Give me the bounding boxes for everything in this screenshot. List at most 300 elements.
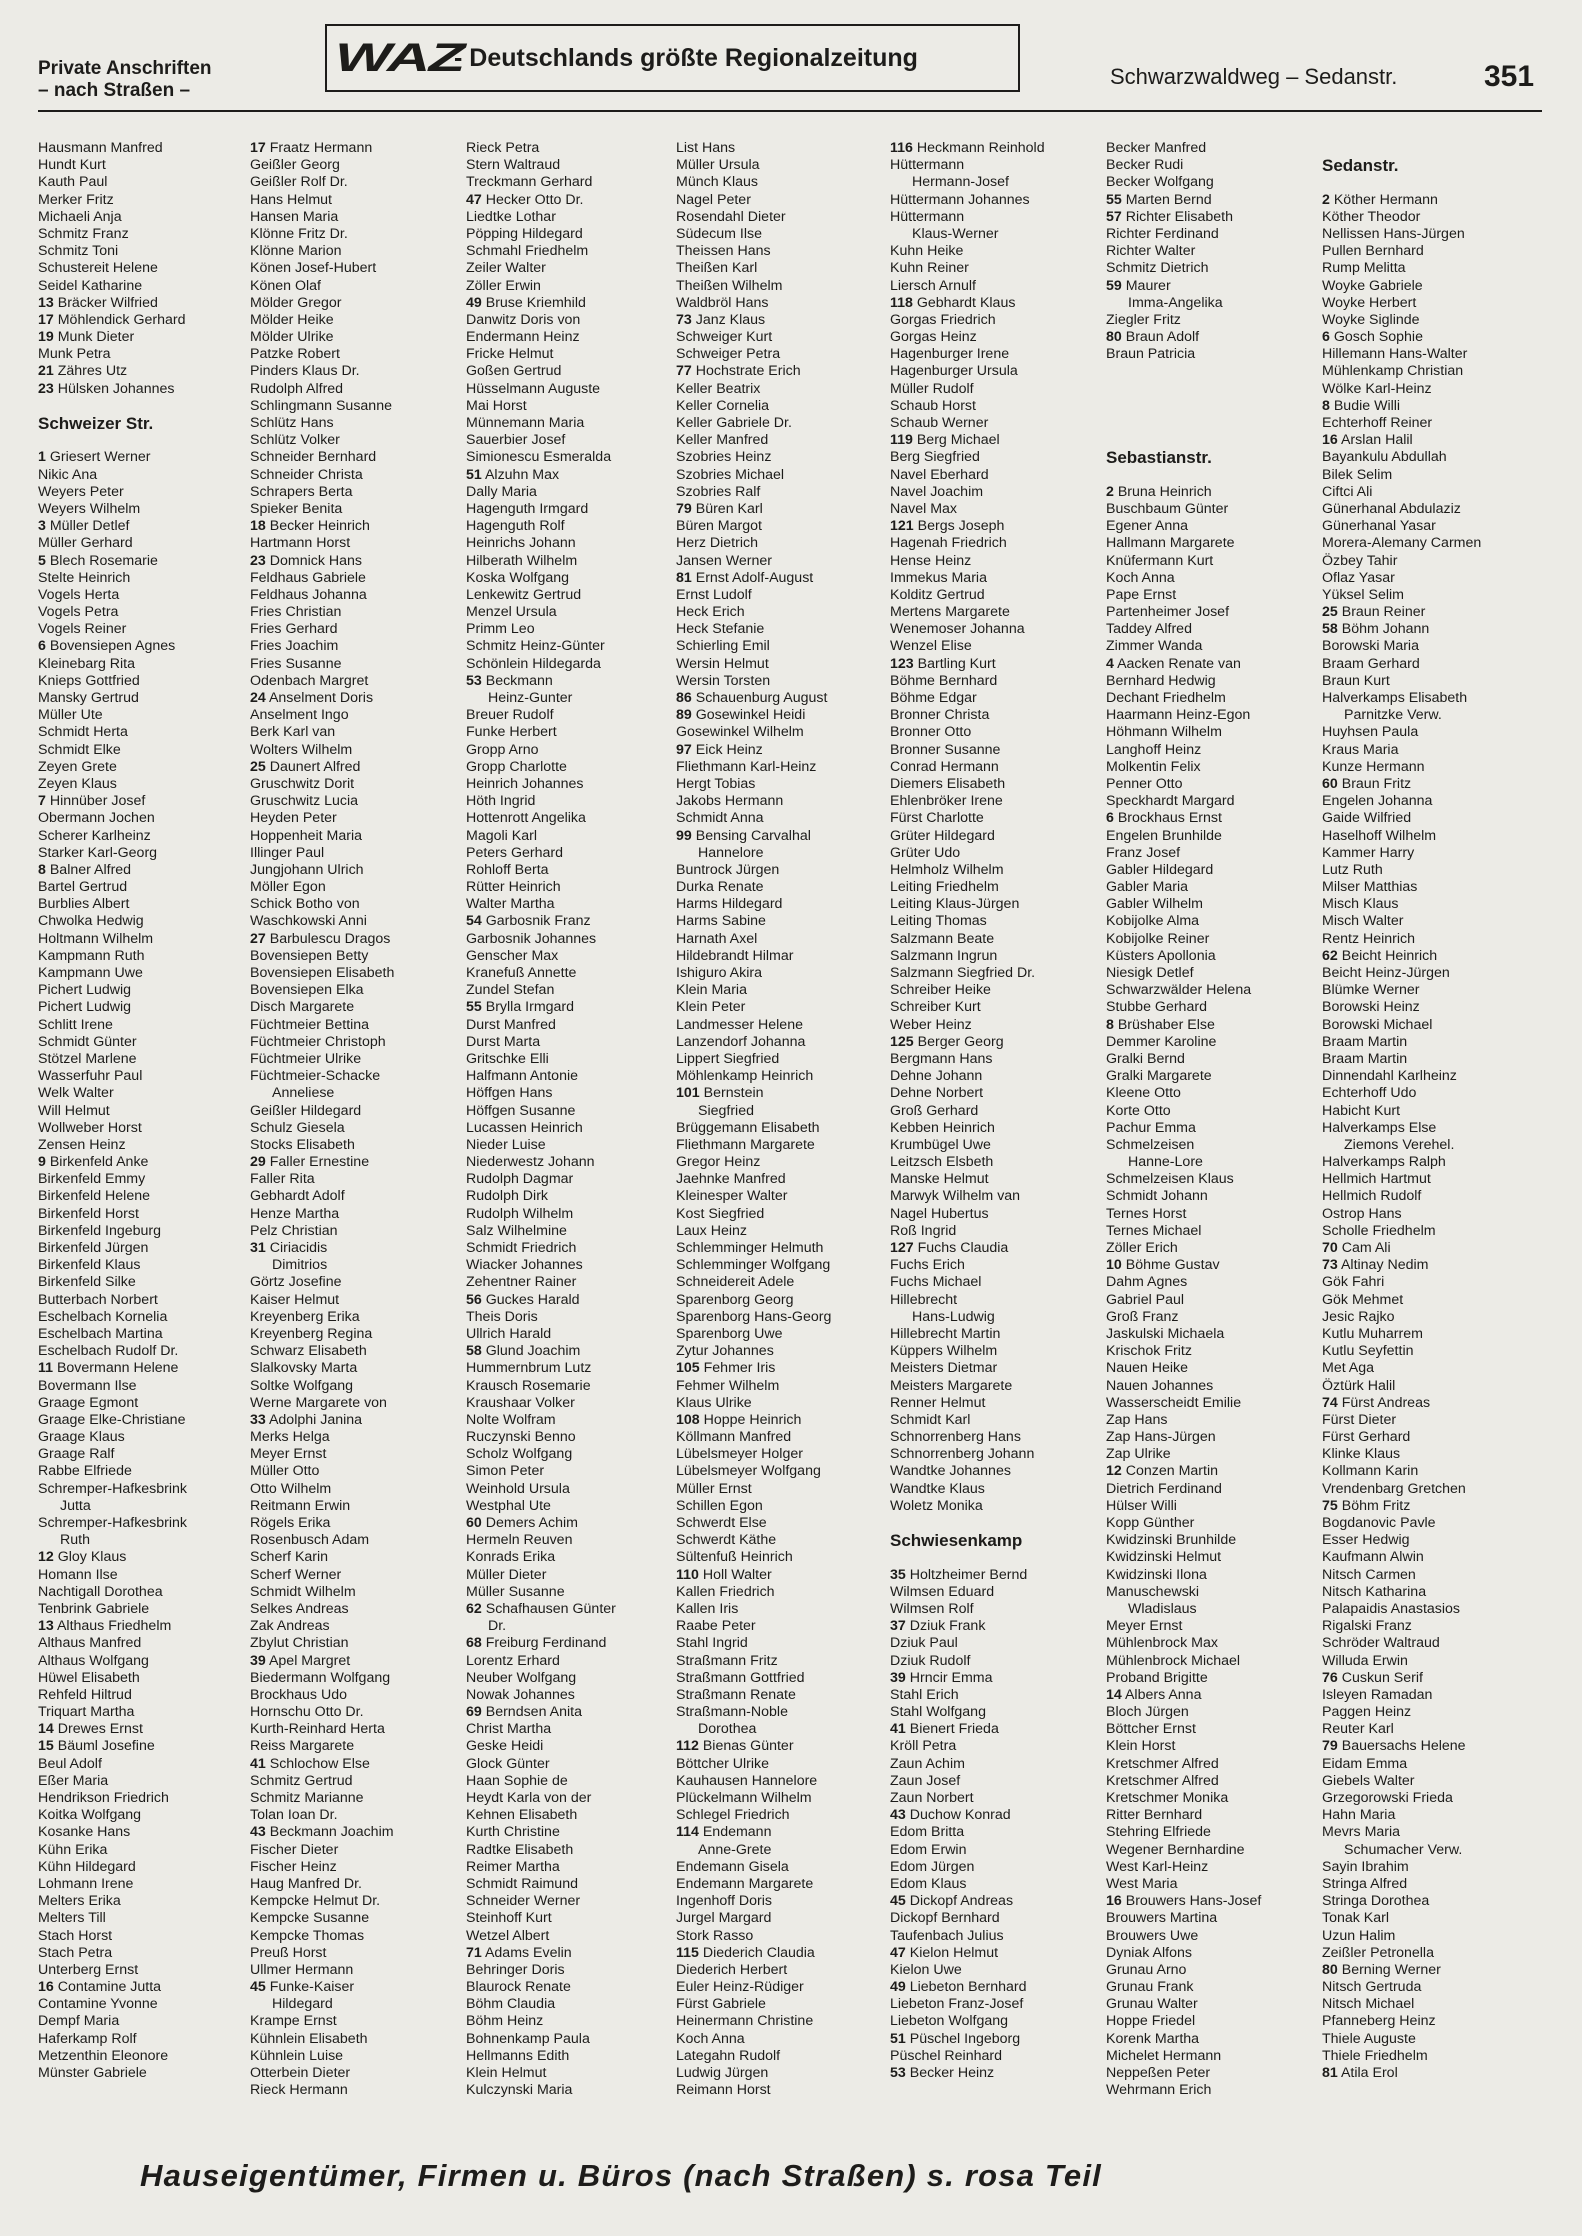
resident-name: Parnitzke Verw. xyxy=(1344,707,1442,724)
resident-entry xyxy=(1322,638,1530,655)
resident-entry xyxy=(1322,1412,1530,1429)
resident-entry xyxy=(250,295,458,312)
house-number: 118 xyxy=(890,294,913,311)
resident-entry xyxy=(38,1601,246,1618)
resident-entry xyxy=(676,1704,884,1721)
resident-name: Heck Stefanie xyxy=(676,621,765,638)
spacer xyxy=(1106,398,1314,415)
resident-entry xyxy=(466,1309,674,1326)
resident-entry xyxy=(890,1481,1098,1498)
resident-entry xyxy=(1322,1635,1530,1652)
resident-name: Groß Franz xyxy=(1106,1308,1179,1325)
resident-name: Heinrich Johannes xyxy=(466,775,584,792)
resident-entry xyxy=(676,1653,884,1670)
house-number: 58 xyxy=(1322,621,1338,638)
resident-entry xyxy=(890,1687,1098,1704)
resident-name: Liebeton Bernhard xyxy=(909,1979,1027,1996)
resident-entry xyxy=(38,656,246,673)
resident-entry xyxy=(1106,913,1314,930)
resident-name: Zaun Norbert xyxy=(890,1790,974,1806)
resident-entry xyxy=(676,1412,884,1429)
resident-entry xyxy=(1322,432,1530,449)
resident-name: Misch Walter xyxy=(1322,913,1404,930)
spacer xyxy=(890,1549,1098,1566)
resident-entry xyxy=(1106,1515,1314,1532)
resident-entry xyxy=(890,690,1098,707)
resident-name: Conzen Martin xyxy=(1125,1463,1218,1480)
resident-name: Stahl Wolfgang xyxy=(890,1704,986,1721)
resident-entry xyxy=(1322,1687,1530,1704)
resident-name: Heydt Karla von der xyxy=(466,1790,592,1806)
resident-entry xyxy=(1322,1704,1530,1721)
resident-name: Keller Gabriele Dr. xyxy=(676,415,792,431)
resident-entry xyxy=(1106,1687,1314,1704)
resident-entry xyxy=(250,1859,458,1876)
resident-name: Birkenfeld Klaus xyxy=(38,1257,141,1274)
resident-name: Hermann-Josef xyxy=(912,174,1009,191)
resident-entry xyxy=(890,295,1098,312)
street-heading: Sebastianstr. xyxy=(1106,448,1212,468)
resident-entry xyxy=(890,2065,1098,2082)
resident-name: Goßen Gertrud xyxy=(466,363,562,380)
resident-entry xyxy=(38,638,246,655)
resident-entry xyxy=(1106,982,1314,999)
resident-entry xyxy=(38,1274,246,1291)
resident-name: Özbey Tahir xyxy=(1322,552,1398,569)
resident-name: Ullmer Hermann xyxy=(250,1961,354,1978)
house-number: 2 xyxy=(1322,191,1330,208)
resident-name: Schröder Waltraud xyxy=(1322,1635,1440,1652)
resident-entry xyxy=(38,965,246,982)
resident-entry xyxy=(466,1601,674,1618)
resident-name: Schnorrenberg Johann xyxy=(890,1446,1035,1463)
resident-entry xyxy=(250,1687,458,1704)
resident-name: Hanne-Lore xyxy=(1128,1154,1203,1171)
resident-entry xyxy=(466,363,674,380)
resident-name: Lippert Siegfried xyxy=(676,1050,780,1067)
resident-entry xyxy=(38,1395,246,1412)
resident-entry xyxy=(1322,2065,1530,2082)
resident-entry xyxy=(676,673,884,690)
resident-entry xyxy=(676,363,884,380)
resident-name: Brüggemann Elisabeth xyxy=(676,1119,820,1136)
resident-name: Becker Rudi xyxy=(1106,157,1184,174)
resident-name: Kauhausen Hannelore xyxy=(676,1772,818,1789)
resident-entry xyxy=(466,1824,674,1841)
resident-entry xyxy=(466,1360,674,1377)
resident-entry xyxy=(1106,1103,1314,1120)
resident-name: Kallen Friedrich xyxy=(676,1583,775,1600)
resident-entry xyxy=(1106,1274,1314,1291)
resident-entry xyxy=(250,2048,458,2065)
resident-name: Bovensiepen Elka xyxy=(250,982,364,999)
resident-entry xyxy=(890,1378,1098,1395)
resident-entry xyxy=(466,1996,674,2013)
resident-entry xyxy=(890,157,1098,174)
resident-entry xyxy=(250,2031,458,2048)
house-number: 5 xyxy=(38,552,46,569)
resident-entry xyxy=(890,638,1098,655)
resident-name: Gabler Hildegard xyxy=(1106,861,1214,878)
resident-name: Korenk Martha xyxy=(1106,2030,1200,2047)
resident-name: Ternes Horst xyxy=(1106,1205,1187,1222)
resident-name: Bovermann Helene xyxy=(56,1360,179,1377)
resident-name: Marwyk Wilhelm van xyxy=(890,1188,1021,1205)
resident-name: Hellmanns Edith xyxy=(466,2047,570,2064)
resident-entry xyxy=(890,948,1098,965)
resident-entry xyxy=(38,862,246,879)
resident-name: Waldbröl Hans xyxy=(676,294,769,311)
resident-entry xyxy=(38,1910,246,1927)
resident-entry xyxy=(250,1257,458,1274)
resident-entry xyxy=(466,1721,674,1738)
resident-entry xyxy=(38,1876,246,1893)
resident-name: Schmitz Marianne xyxy=(250,1790,364,1806)
resident-name: Hilberath Wilhelm xyxy=(466,552,578,569)
resident-entry xyxy=(1106,1773,1314,1790)
resident-entry xyxy=(250,1635,458,1652)
resident-entry xyxy=(1106,1962,1314,1979)
resident-entry xyxy=(38,346,246,363)
resident-name: Edom Klaus xyxy=(890,1875,967,1892)
resident-name: Straßmann Fritz xyxy=(676,1652,778,1669)
resident-entry xyxy=(676,1807,884,1824)
resident-name: Krischok Fritz xyxy=(1106,1343,1192,1360)
resident-name: Gök Mehmet xyxy=(1322,1291,1404,1308)
resident-name: Milser Matthias xyxy=(1322,879,1418,896)
resident-entry xyxy=(1106,810,1314,827)
resident-entry xyxy=(1322,1893,1530,1910)
house-number: 23 xyxy=(250,552,266,569)
resident-entry xyxy=(676,1687,884,1704)
resident-entry xyxy=(250,1996,458,2013)
resident-name: Südecum Ilse xyxy=(676,225,762,242)
resident-name: Schneidereit Adele xyxy=(676,1274,795,1291)
house-number: 105 xyxy=(676,1360,700,1377)
resident-entry xyxy=(676,638,884,655)
resident-entry xyxy=(250,157,458,174)
resident-entry xyxy=(676,398,884,415)
house-number: 25 xyxy=(250,758,266,775)
resident-entry xyxy=(676,999,884,1016)
resident-name: Schmidt Wilhelm xyxy=(250,1583,356,1600)
resident-entry xyxy=(890,879,1098,896)
resident-name: Wölke Karl-Heinz xyxy=(1322,380,1432,397)
resident-entry xyxy=(466,174,674,191)
house-number: 80 xyxy=(1322,1961,1338,1978)
house-number: 39 xyxy=(250,1652,266,1669)
resident-entry xyxy=(890,1704,1098,1721)
resident-entry xyxy=(1322,1515,1530,1532)
house-number: 27 xyxy=(250,930,266,947)
resident-name: Disch Margarete xyxy=(250,999,355,1016)
resident-entry xyxy=(1106,1910,1314,1927)
resident-name: Braam Martin xyxy=(1322,1050,1408,1067)
column-3 xyxy=(466,140,674,2099)
resident-name: Wasserfuhr Paul xyxy=(38,1068,143,1085)
resident-entry xyxy=(1322,1068,1530,1085)
resident-entry xyxy=(890,226,1098,243)
house-number: 70 xyxy=(1322,1240,1338,1256)
resident-entry xyxy=(38,260,246,277)
resident-name: Schlingmann Susanne xyxy=(250,397,392,414)
resident-entry xyxy=(890,776,1098,793)
resident-entry xyxy=(676,1206,884,1223)
resident-entry xyxy=(1106,656,1314,673)
resident-entry xyxy=(1322,260,1530,277)
resident-entry xyxy=(1322,1928,1530,1945)
resident-entry xyxy=(466,381,674,398)
resident-name: Hüttermann Johannes xyxy=(890,191,1030,208)
resident-entry xyxy=(250,1842,458,1859)
resident-entry xyxy=(466,931,674,948)
resident-name: Triquart Martha xyxy=(38,1704,135,1721)
resident-entry xyxy=(466,1532,674,1549)
resident-entry xyxy=(38,1979,246,1996)
resident-name: Edom Erwin xyxy=(890,1841,967,1858)
resident-name: Leiting Friedhelm xyxy=(890,879,999,896)
resident-entry xyxy=(38,157,246,174)
resident-entry xyxy=(676,1326,884,1343)
resident-entry xyxy=(890,1893,1098,1910)
resident-entry xyxy=(38,707,246,724)
resident-entry xyxy=(676,1309,884,1326)
resident-name: Nauen Heike xyxy=(1106,1360,1189,1377)
resident-entry xyxy=(250,1670,458,1687)
resident-name: Zöller Erich xyxy=(1106,1240,1178,1256)
resident-entry xyxy=(1322,295,1530,312)
resident-entry xyxy=(250,1051,458,1068)
resident-entry xyxy=(890,1085,1098,1102)
resident-name: Homann Ilse xyxy=(38,1566,118,1583)
resident-entry xyxy=(890,999,1098,1016)
resident-name: Endermann Heinz xyxy=(466,329,580,346)
resident-name: Fürst Gabriele xyxy=(676,1996,766,2013)
resident-entry xyxy=(250,587,458,604)
resident-name: Fries Gerhard xyxy=(250,621,338,638)
resident-name: Zaun Josef xyxy=(890,1772,961,1789)
resident-name: Birkenfeld Anke xyxy=(49,1154,149,1171)
resident-name: Münch Klaus xyxy=(676,174,759,191)
resident-name: Barbulescu Dragos xyxy=(269,930,391,947)
resident-entry xyxy=(466,1653,674,1670)
resident-entry xyxy=(250,1498,458,1515)
house-number: 2 xyxy=(1106,483,1114,500)
page-number: 351 xyxy=(1484,60,1535,93)
resident-name: Fries Christian xyxy=(250,604,342,621)
resident-name: Euler Heinz-Rüdiger xyxy=(676,1979,804,1996)
resident-name: Bogdanovic Pavle xyxy=(1322,1515,1436,1531)
resident-entry xyxy=(1322,1017,1530,1034)
resident-name: Graage Ralf xyxy=(38,1446,115,1463)
resident-entry xyxy=(676,1824,884,1841)
resident-name: Jutta xyxy=(60,1497,91,1514)
resident-name: Kehnen Elisabeth xyxy=(466,1807,578,1824)
resident-name: Raabe Peter xyxy=(676,1618,756,1635)
resident-entry xyxy=(676,1515,884,1532)
resident-name: Steinhoff Kurt xyxy=(466,1910,552,1927)
resident-name: Feldhaus Gabriele xyxy=(250,569,366,586)
resident-name: Ternes Michael xyxy=(1106,1222,1202,1239)
resident-name: Birkenfeld Silke xyxy=(38,1274,136,1291)
resident-entry xyxy=(466,535,674,552)
resident-entry xyxy=(1322,2013,1530,2030)
resident-entry xyxy=(676,484,884,501)
resident-name: Hildebrandt Hilmar xyxy=(676,947,794,964)
resident-entry xyxy=(1322,1085,1530,1102)
resident-name: Mai Horst xyxy=(466,397,527,414)
resident-entry xyxy=(890,329,1098,346)
resident-name: Lübelsmeyer Wolfgang xyxy=(676,1463,821,1480)
house-number: 127 xyxy=(890,1240,914,1256)
resident-entry xyxy=(466,2013,674,2030)
resident-entry xyxy=(676,1171,884,1188)
resident-entry xyxy=(38,673,246,690)
resident-entry xyxy=(250,845,458,862)
resident-entry xyxy=(466,1085,674,1102)
resident-entry xyxy=(1322,810,1530,827)
resident-name: Lanzendorf Johanna xyxy=(676,1033,806,1050)
resident-entry xyxy=(1322,1309,1530,1326)
house-number: 9 xyxy=(38,1154,46,1171)
house-number: 77 xyxy=(676,363,692,380)
resident-name: Sparenborg Georg xyxy=(676,1291,794,1308)
resident-entry xyxy=(466,484,674,501)
resident-entry xyxy=(250,1567,458,1584)
resident-entry xyxy=(38,209,246,226)
house-number: 75 xyxy=(1322,1497,1338,1514)
house-number: 6 xyxy=(1322,329,1330,346)
resident-entry xyxy=(466,896,674,913)
resident-entry xyxy=(250,501,458,518)
resident-entry xyxy=(250,1962,458,1979)
resident-entry xyxy=(1322,1567,1530,1584)
resident-entry xyxy=(38,1704,246,1721)
resident-name: Michelet Hermann xyxy=(1106,2047,1222,2064)
resident-entry xyxy=(250,260,458,277)
resident-entry xyxy=(38,226,246,243)
spacer xyxy=(1106,363,1314,380)
resident-name: Blech Rosemarie xyxy=(49,552,158,569)
resident-entry xyxy=(1322,1292,1530,1309)
resident-name: Schönlein Hildegarda xyxy=(466,655,601,672)
resident-entry xyxy=(1106,1979,1314,1996)
resident-name: Nitsch Carmen xyxy=(1322,1566,1416,1583)
resident-name: Dehne Johann xyxy=(890,1068,983,1085)
resident-name: Stern Waltraud xyxy=(466,157,561,174)
resident-name: Münnemann Maria xyxy=(466,415,585,431)
resident-name: Wenemoser Johanna xyxy=(890,621,1025,638)
resident-name: Hrncir Emma xyxy=(909,1669,993,1686)
resident-name: Endemann Gisela xyxy=(676,1858,789,1875)
resident-name: Hausmann Manfred xyxy=(38,140,163,156)
resident-name: Schillen Egon xyxy=(676,1497,763,1514)
resident-name: Kretschmer Monika xyxy=(1106,1790,1229,1806)
resident-entry xyxy=(676,621,884,638)
house-number: 62 xyxy=(466,1600,482,1617)
resident-entry xyxy=(676,570,884,587)
resident-name: Patzke Robert xyxy=(250,346,340,363)
resident-name: Drewes Ernst xyxy=(57,1721,143,1738)
resident-entry xyxy=(1322,1996,1530,2013)
resident-name: Haan Sophie de xyxy=(466,1772,568,1789)
resident-entry xyxy=(250,879,458,896)
column-1 xyxy=(38,140,246,2082)
resident-entry xyxy=(676,278,884,295)
resident-name: Köther Theodor xyxy=(1322,208,1421,225)
resident-name: Keller Beatrix xyxy=(676,380,761,397)
resident-name: Mertens Margarete xyxy=(890,604,1010,621)
resident-name: Scholle Friedhelm xyxy=(1322,1222,1436,1239)
resident-entry xyxy=(38,948,246,965)
resident-name: Daunert Alfred xyxy=(269,758,361,775)
resident-entry xyxy=(890,604,1098,621)
resident-name: Herz Dietrich xyxy=(676,535,758,552)
resident-entry xyxy=(1106,174,1314,191)
house-number: 53 xyxy=(890,2065,906,2081)
resident-entry xyxy=(676,518,884,535)
resident-name: Grüter Udo xyxy=(890,844,961,861)
resident-entry xyxy=(38,2013,246,2030)
resident-name: Biedermann Wolfgang xyxy=(250,1669,391,1686)
resident-entry xyxy=(250,1429,458,1446)
resident-entry xyxy=(1106,2048,1314,2065)
resident-entry xyxy=(38,243,246,260)
resident-name: Harms Hildegard xyxy=(676,896,783,913)
house-number: 108 xyxy=(676,1411,700,1428)
resident-name: Zähres Utz xyxy=(57,363,128,380)
resident-name: Fries Joachim xyxy=(250,638,339,655)
column-7 xyxy=(1322,140,1530,2082)
resident-entry xyxy=(466,1876,674,1893)
resident-name: Glock Günter xyxy=(466,1755,550,1772)
resident-entry xyxy=(250,1721,458,1738)
resident-entry xyxy=(890,1721,1098,1738)
resident-name: Durst Marta xyxy=(466,1033,541,1050)
resident-entry xyxy=(38,1687,246,1704)
resident-name: Schwerdt Else xyxy=(676,1515,767,1531)
resident-entry xyxy=(38,1532,246,1549)
resident-entry xyxy=(890,982,1098,999)
resident-name: Peters Gerhard xyxy=(466,844,563,861)
resident-name: Schustereit Helene xyxy=(38,260,158,277)
resident-name: Kreyenberg Regina xyxy=(250,1325,373,1342)
resident-entry xyxy=(1106,1549,1314,1566)
resident-name: Tolan Ioan Dr. xyxy=(250,1807,338,1824)
resident-entry xyxy=(676,1120,884,1137)
resident-name: Schweiger Petra xyxy=(676,346,781,363)
resident-name: Hans-Ludwig xyxy=(912,1308,995,1325)
resident-entry xyxy=(676,1532,884,1549)
resident-name: Wilmsen Rolf xyxy=(890,1600,974,1617)
resident-name: Neuber Wolfgang xyxy=(466,1669,577,1686)
resident-name: Knieps Gottfried xyxy=(38,672,140,689)
resident-name: Durka Renate xyxy=(676,879,764,896)
street-heading: Schweizer Str. xyxy=(38,414,154,433)
resident-entry xyxy=(676,1979,884,1996)
resident-name: Schweiger Kurt xyxy=(676,329,773,346)
resident-entry xyxy=(1322,1103,1530,1120)
house-number: 119 xyxy=(890,432,913,449)
resident-name: Halverkamps Elisabeth xyxy=(1322,690,1468,706)
resident-name: Starker Karl-Georg xyxy=(38,844,158,861)
resident-name: Leiting Thomas xyxy=(890,913,987,930)
resident-entry xyxy=(676,329,884,346)
resident-entry xyxy=(466,570,674,587)
resident-name: Rögels Erika xyxy=(250,1515,331,1531)
resident-entry xyxy=(890,1257,1098,1274)
resident-entry xyxy=(38,2031,246,2048)
